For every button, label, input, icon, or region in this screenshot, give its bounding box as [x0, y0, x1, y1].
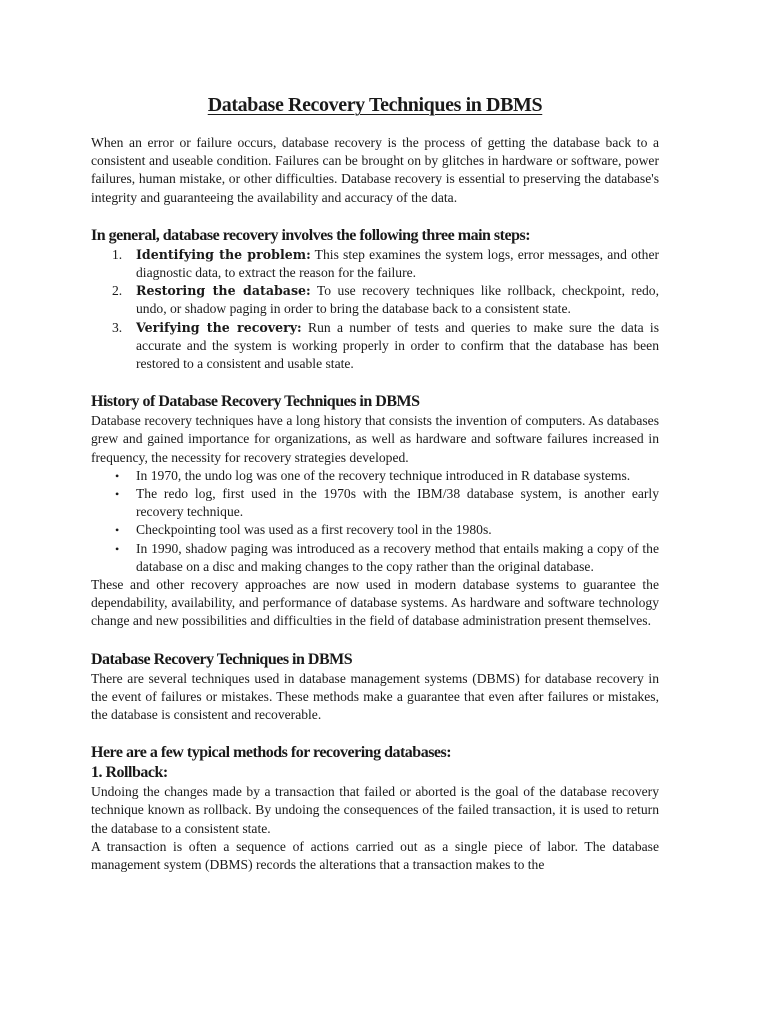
list-item: • In 1970, the undo log was one of the recovery technique introduced in R database systems. [136, 467, 659, 485]
rollback-paragraph-1: Undoing the changes made by a transaction that failed or aborted is the goal of the database recovery technique known as rollback. By undoing the consequences of the failed transaction, it is used to return the database to a consistent state. [91, 784, 659, 836]
list-item: • Checkpointing tool was used as a first recovery tool in the 1980s. [136, 521, 659, 539]
bullet-icon: • [115, 523, 120, 538]
techniques-paragraph: There are several techniques used in database management systems (DBMS) for database recovery in the event of failures or mistakes. These methods make a guarantee that even after failures or mistakes, the database is consistent and recoverable. [91, 670, 659, 723]
list-item: 3. Verifying the recovery: Run a number of tests and queries to make sure the data is accurate and the system is working properly in order to confirm that the database has been restored to a consistent and usable state. [112, 319, 660, 372]
document-title: Database Recovery Techniques in DBMS [207, 94, 543, 116]
step-term: Verifying the recovery: [136, 319, 302, 335]
list-item: 1. Identifying the problem: This step examines the system logs, error messages, and other diagnostic data, to extract the reason for the failure. [112, 246, 660, 281]
intro-paragraph: When an error or failure occurs, database recovery is the process of getting the database back to a consistent and useable condition. Failures can be brought on by glitches in hardware or software, power failures, human mistake, or other difficulties. Database recovery is essential to preserving the database's integrity and guaranteeing the availability and accuracy of the data. [91, 135, 659, 205]
history-list [91, 467, 659, 576]
step-text: Run a number of tests and queries to make sure the data is accurate and the system is working properly in order to confirm that the database has been restored to a consistent and usable state. [136, 319, 660, 372]
history-heading: History of Database Recovery Techniques in DBMS [91, 393, 420, 411]
list-item: • The redo log, first used in the 1970s with the IBM/38 database system, is another early recovery technique. [115, 486, 659, 520]
list-item: • In 1990, shadow paging was introduced as a recovery method that entails making a copy of the database on a disc and making changes to the copy rather than the original database. [115, 540, 659, 574]
methods-heading: Here are a few typical methods for recovering databases: [91, 744, 452, 762]
step-term: Identifying the problem: [136, 246, 311, 262]
rollback-heading: 1. Rollback: [91, 764, 168, 782]
document-page [91, 92, 659, 874]
bullet-icon: • [115, 468, 120, 483]
techniques-heading: Database Recovery Techniques in DBMS [91, 650, 353, 668]
bullet-icon: • [115, 487, 120, 502]
step-text: This step examines the system logs, error messages, and other diagnostic data, to extract the reason for the failure. [136, 246, 660, 281]
list-item: 2. Restoring the database: To use recovery techniques like rollback, checkpoint, redo, undo, or shadow paging in order to bring the database back to a consistent state. [112, 283, 659, 317]
step-term: Restoring the database: [136, 283, 311, 299]
bullet-icon: • [115, 541, 120, 556]
history-intro: Database recovery techniques have a long history that consists the invention of computers. As databases grew and gained importance for organizations, as well as hardware and software failures increased in frequency, the necessity for recovery strategies developed. [91, 413, 659, 465]
steps-heading: In general, database recovery involves the following three main steps: [91, 226, 531, 244]
history-outro: These and other recovery approaches are now used in modern database systems to guarantee the dependability, availability, and performance of database systems. As hardware and software technology change and new possibilities and difficulties in the field of database administration present themselves. [91, 577, 659, 629]
step-text: To use recovery techniques like rollback, checkpoint, redo, undo, or shadow paging in order to bring the database back to a consistent state. [136, 283, 659, 317]
steps-list [91, 246, 659, 373]
rollback-paragraph-2: A transaction is often a sequence of actions carried out as a single piece of labor. The database management system (DBMS) records the alterations that a transaction makes to the [91, 838, 659, 873]
